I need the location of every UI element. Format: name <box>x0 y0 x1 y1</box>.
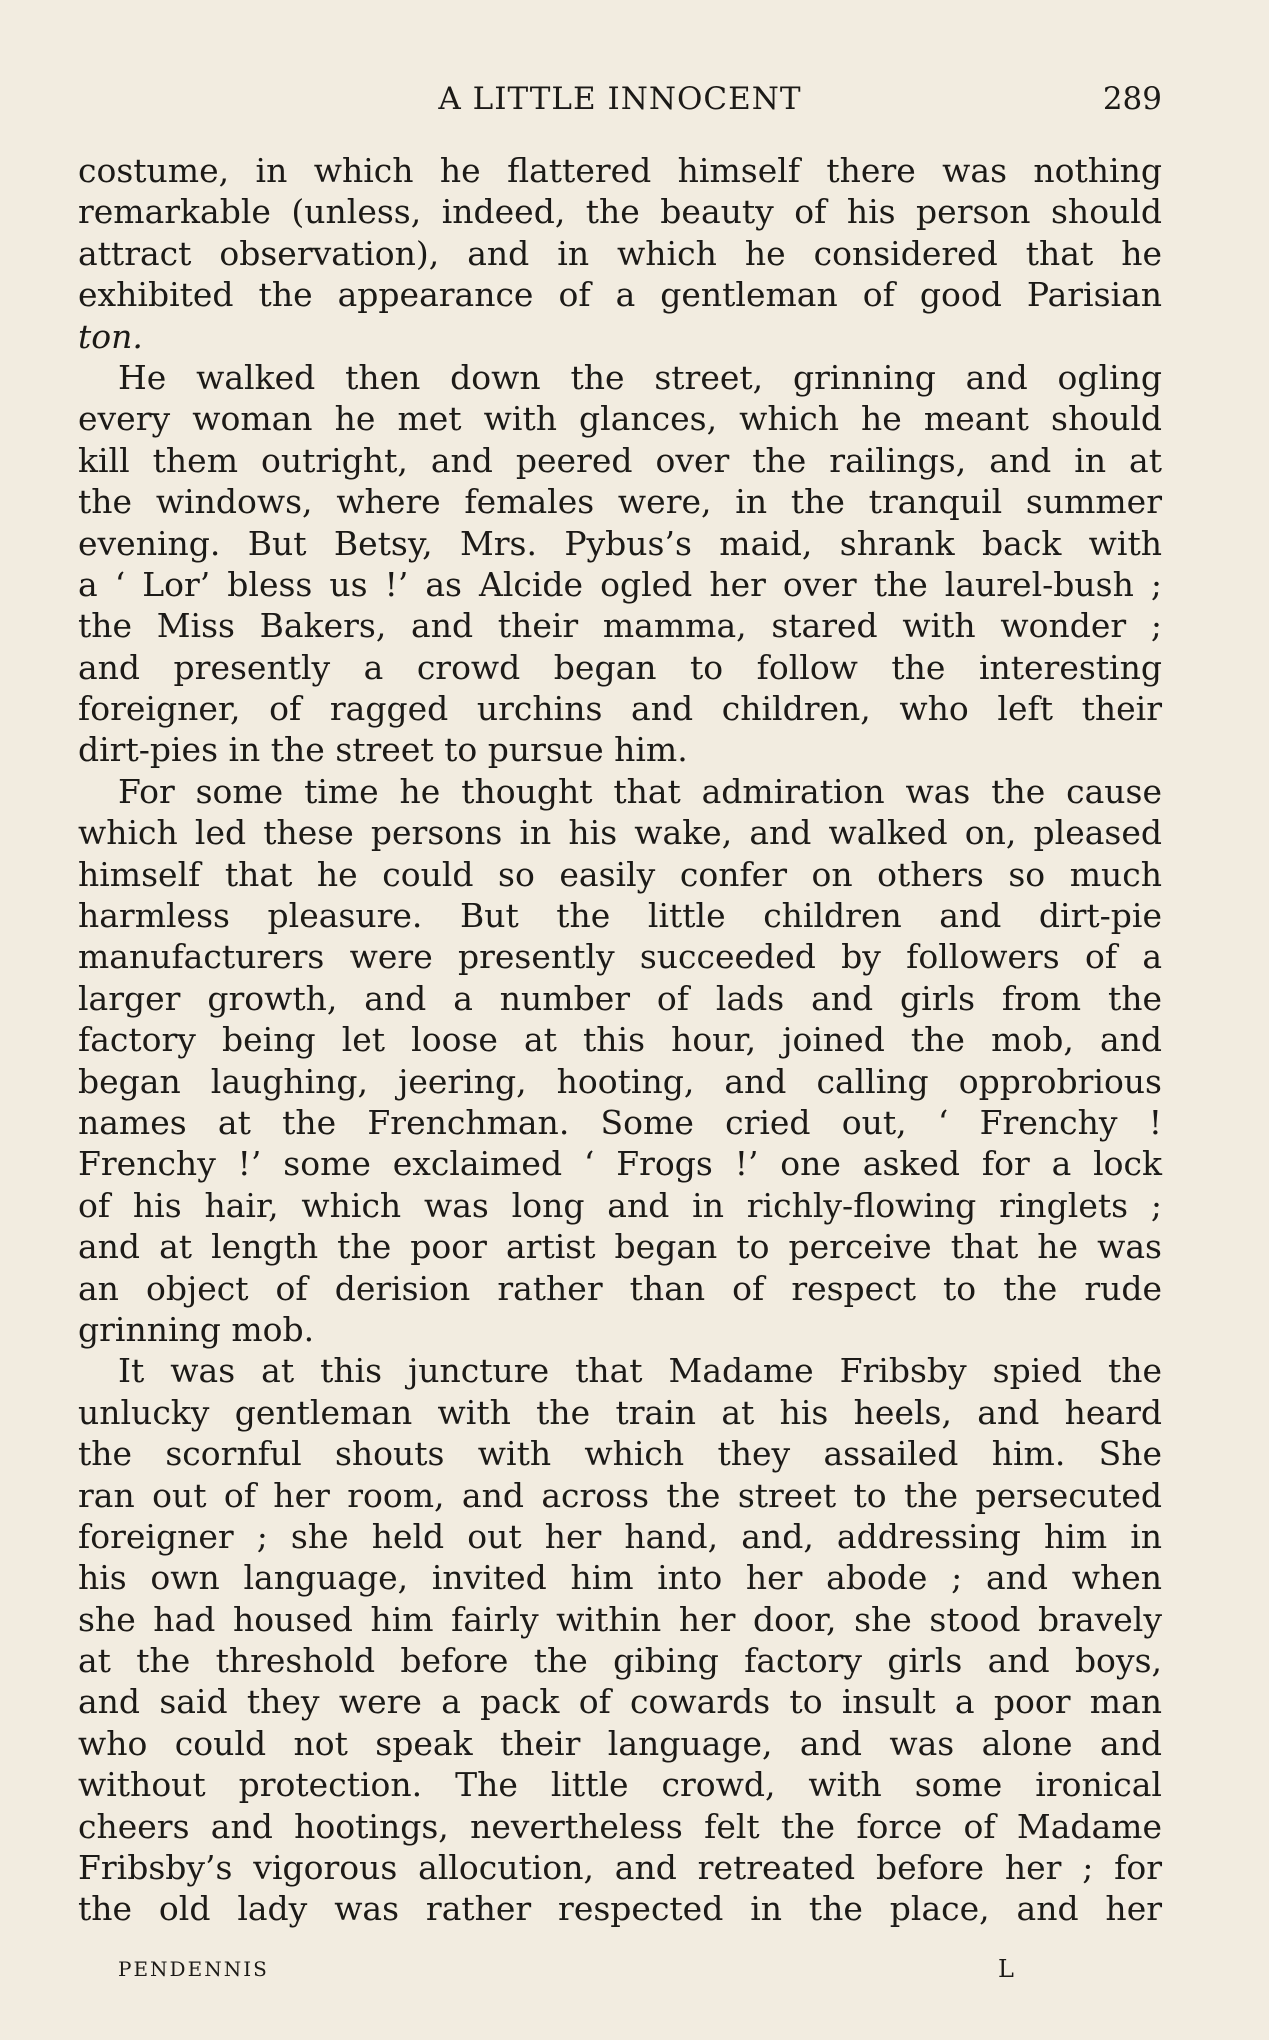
italic-word: ton. <box>78 316 143 356</box>
text-line: Frenchy !’ some exclaimed ‘ Frogs !’ one asked for a lock <box>78 1144 1162 1184</box>
text-line: remarkable (unless, indeed, the beauty of his person should <box>78 192 1162 232</box>
text-line: without protection. The little crowd, with some ironical <box>78 1765 1162 1805</box>
text-line: an object of derision rather than of respect to the rude <box>78 1268 1162 1308</box>
text-line: dirt-pies in the street to pursue him. <box>78 730 688 770</box>
text-line: himself that he could so easily confer on others so much <box>78 854 1162 894</box>
running-head <box>78 74 1162 124</box>
text-line: exhibited the appearance of a gentleman of good Parisian <box>78 275 1162 315</box>
text-line: the windows, where females were, in the tranquil summer <box>78 482 1162 522</box>
text-line: his own language, invited him into her abode ; and when <box>78 1558 1162 1598</box>
text-line: and presently a crowd began to follow the interesting <box>78 647 1162 687</box>
text-line: cheers and hootings, nevertheless felt the force of Madame <box>78 1806 1162 1846</box>
text-line: the old lady was rather respected in the place, and her <box>78 1889 1162 1929</box>
text-line: of his hair, which was long and in richly-flowing ringlets ; <box>78 1185 1162 1225</box>
text-line: who could not speak their language, and was alone and <box>78 1723 1162 1763</box>
text-line: He walked then down the street, grinning and ogling <box>118 357 1162 397</box>
text-line: harmless pleasure. But the little children and dirt-pie <box>78 896 1162 936</box>
text-line: which led these persons in his wake, and walked on, pleased <box>78 813 1162 853</box>
text-line: larger growth, and a number of lads and girls from the <box>78 978 1162 1018</box>
text-line: It was at this juncture that Madame Fribsby spied the <box>118 1351 1162 1391</box>
text-line: grinning mob. <box>78 1309 315 1349</box>
page-number: 289 <box>1102 81 1162 117</box>
signature-mark: PENDENNIS <box>118 1957 269 1981</box>
text-line: names at the Frenchman. Some cried out, ‘ Frenchy ! <box>78 1102 1162 1142</box>
text-line: began laughing, jeering, hooting, and calling opprobrious <box>78 1061 1162 1101</box>
text-line: foreigner ; she held out her hand, and, addressing him in <box>78 1516 1162 1556</box>
page-footer <box>118 1953 1018 1985</box>
text-line: costume, in which he flattered himself there was nothing <box>78 151 1162 190</box>
text-line: factory being let loose at this hour, joined the mob, and <box>78 1020 1162 1060</box>
text-line: unlucky gentleman with the train at his heels, and heard <box>78 1392 1162 1432</box>
text-line: the scornful shouts with which they assailed him. She <box>78 1434 1162 1474</box>
text-line: ran out of her room, and across the street to the persecuted <box>78 1475 1162 1515</box>
text-line: Fribsby’s vigorous allocution, and retreated before her ; for <box>78 1848 1162 1888</box>
text-line: For some time he thought that admiration was the cause <box>118 771 1162 811</box>
text-line: she had housed him fairly within her door, she stood bravely <box>78 1599 1162 1639</box>
text-line: and at length the poor artist began to perceive that he was <box>78 1227 1162 1267</box>
text-line: evening. But Betsy, Mrs. Pybus’s maid, shrank back with <box>78 523 1162 563</box>
text-line <box>78 316 1162 357</box>
text-line: the Miss Bakers, and their mamma, stared with wonder ; <box>78 606 1162 646</box>
text-line: kill them outright, and peered over the railings, and in at <box>78 440 1162 480</box>
text-line: every woman he met with glances, which he meant should <box>78 399 1162 439</box>
text-line: at the threshold before the gibing factory girls and boys, <box>78 1641 1162 1681</box>
gathering-mark: L <box>998 1955 1014 1983</box>
text-line: manufacturers were presently succeeded by followers of a <box>78 937 1162 977</box>
text-line: a ‘ Lor’ bless us !’ as Alcide ogled her over the laurel-bush ; <box>78 564 1162 604</box>
text-line: foreigner, of ragged urchins and children, who left their <box>78 689 1162 729</box>
body-text <box>78 150 1162 1930</box>
text-line: and said they were a pack of cowards to insult a poor man <box>78 1682 1162 1722</box>
text-line: attract observation), and in which he considered that he <box>78 233 1162 273</box>
running-title: A LITTLE INNOCENT <box>438 81 802 117</box>
